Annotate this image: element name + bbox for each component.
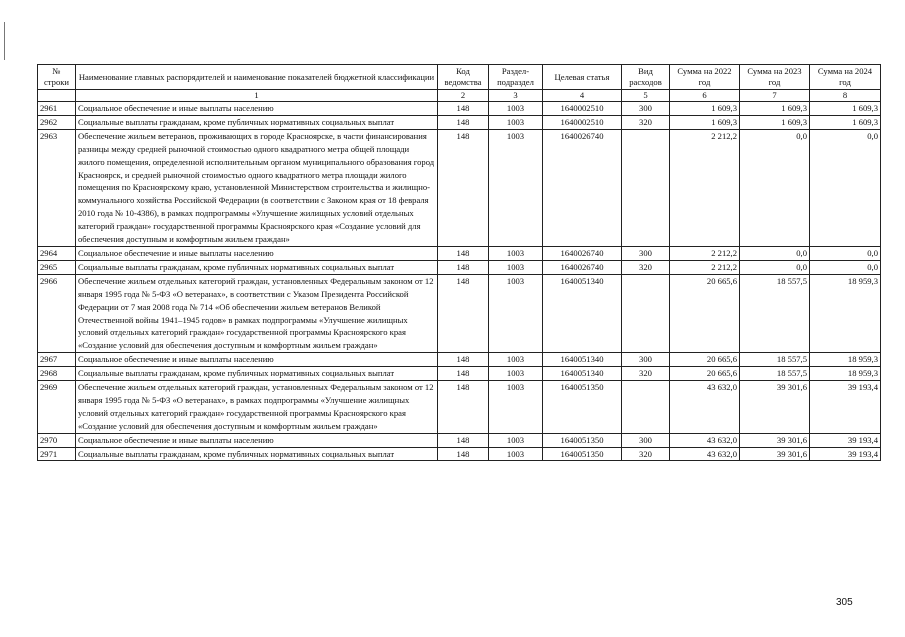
row-number-cell: 2969 (38, 381, 76, 434)
row-number-cell: 2967 (38, 353, 76, 367)
table-row (38, 246, 881, 260)
table-row (38, 381, 881, 434)
header-target-article: Целевая статья (543, 65, 622, 90)
column-number-cell: 7 (740, 90, 810, 102)
table-row (38, 115, 881, 129)
department-code-cell: 148 (438, 381, 489, 434)
table-row (38, 260, 881, 274)
target-article-cell: 1640051340 (543, 274, 622, 352)
target-article-cell: 1640051340 (543, 353, 622, 367)
target-article-cell: 1640051350 (543, 447, 622, 461)
sum-2023-cell: 18 557,5 (740, 353, 810, 367)
section-cell: 1003 (489, 447, 543, 461)
column-number-cell: 8 (810, 90, 881, 102)
row-name-cell: Социальное обеспечение и иные выплаты населению (76, 433, 438, 447)
header-section: Раздел-подраздел (489, 65, 543, 90)
sum-2023-cell: 0,0 (740, 260, 810, 274)
expense-type-cell: 320 (622, 447, 670, 461)
sum-2022-cell: 20 665,6 (670, 353, 740, 367)
row-number-cell: 2964 (38, 246, 76, 260)
expense-type-cell (622, 129, 670, 246)
table-row (38, 274, 881, 352)
table-row (38, 353, 881, 367)
sum-2023-cell: 0,0 (740, 246, 810, 260)
target-article-cell: 1640026740 (543, 246, 622, 260)
table-body (38, 102, 881, 461)
section-cell: 1003 (489, 381, 543, 434)
sum-2024-cell: 18 959,3 (810, 367, 881, 381)
sum-2024-cell: 1 609,3 (810, 115, 881, 129)
expense-type-cell: 300 (622, 246, 670, 260)
header-row (38, 65, 881, 90)
column-number-cell (38, 90, 76, 102)
table-row (38, 129, 881, 246)
department-code-cell: 148 (438, 246, 489, 260)
row-number-cell: 2961 (38, 102, 76, 116)
row-number-cell: 2966 (38, 274, 76, 352)
department-code-cell: 148 (438, 260, 489, 274)
row-name-cell: Социальное обеспечение и иные выплаты населению (76, 102, 438, 116)
department-code-cell: 148 (438, 274, 489, 352)
section-cell: 1003 (489, 274, 543, 352)
sum-2022-cell: 43 632,0 (670, 381, 740, 434)
table-row (38, 367, 881, 381)
target-article-cell: 1640002510 (543, 102, 622, 116)
header-name: Наименование главных распорядителей и наименование показателей бюджетной классификации (76, 65, 438, 90)
column-number-row (38, 90, 881, 102)
header-sum-2024: Сумма на 2024 год (810, 65, 881, 90)
expense-type-cell: 300 (622, 353, 670, 367)
sum-2023-cell: 39 301,6 (740, 447, 810, 461)
target-article-cell: 1640026740 (543, 260, 622, 274)
section-cell: 1003 (489, 367, 543, 381)
column-number-cell: 3 (489, 90, 543, 102)
sum-2023-cell: 1 609,3 (740, 102, 810, 116)
column-number-cell: 1 (76, 90, 438, 102)
expense-type-cell: 320 (622, 115, 670, 129)
table-row (38, 433, 881, 447)
row-name-cell: Социальные выплаты гражданам, кроме публичных нормативных социальных выплат (76, 115, 438, 129)
row-number-cell: 2971 (38, 447, 76, 461)
department-code-cell: 148 (438, 353, 489, 367)
row-name-cell: Социальные выплаты гражданам, кроме публичных нормативных социальных выплат (76, 447, 438, 461)
sum-2022-cell: 2 212,2 (670, 260, 740, 274)
table-row (38, 447, 881, 461)
row-number-cell: 2970 (38, 433, 76, 447)
sum-2022-cell: 2 212,2 (670, 246, 740, 260)
target-article-cell: 1640026740 (543, 129, 622, 246)
budget-table (37, 64, 881, 461)
section-cell: 1003 (489, 353, 543, 367)
target-article-cell: 1640051350 (543, 433, 622, 447)
target-article-cell: 1640002510 (543, 115, 622, 129)
sum-2024-cell: 18 959,3 (810, 274, 881, 352)
expense-type-cell: 300 (622, 102, 670, 116)
row-name-cell: Социальные выплаты гражданам, кроме публичных нормативных социальных выплат (76, 367, 438, 381)
sum-2023-cell: 39 301,6 (740, 381, 810, 434)
column-number-cell: 2 (438, 90, 489, 102)
header-sum-2023: Сумма на 2023 год (740, 65, 810, 90)
sum-2024-cell: 1 609,3 (810, 102, 881, 116)
sum-2022-cell: 43 632,0 (670, 447, 740, 461)
sum-2022-cell: 2 212,2 (670, 129, 740, 246)
sum-2023-cell: 0,0 (740, 129, 810, 246)
sum-2023-cell: 18 557,5 (740, 274, 810, 352)
department-code-cell: 148 (438, 447, 489, 461)
row-number-cell: 2968 (38, 367, 76, 381)
section-cell: 1003 (489, 433, 543, 447)
sum-2024-cell: 0,0 (810, 260, 881, 274)
department-code-cell: 148 (438, 433, 489, 447)
sum-2022-cell: 20 665,6 (670, 274, 740, 352)
section-cell: 1003 (489, 115, 543, 129)
sum-2023-cell: 18 557,5 (740, 367, 810, 381)
table-row (38, 102, 881, 116)
department-code-cell: 148 (438, 367, 489, 381)
column-number-cell: 4 (543, 90, 622, 102)
sum-2022-cell: 1 609,3 (670, 115, 740, 129)
sum-2022-cell: 20 665,6 (670, 367, 740, 381)
header-department-code: Код ведомства (438, 65, 489, 90)
row-name-cell: Социальное обеспечение и иные выплаты населению (76, 246, 438, 260)
expense-type-cell (622, 274, 670, 352)
sum-2024-cell: 39 193,4 (810, 381, 881, 434)
sum-2024-cell: 18 959,3 (810, 353, 881, 367)
header-expense-type: Вид расходов (622, 65, 670, 90)
department-code-cell: 148 (438, 129, 489, 246)
sum-2023-cell: 1 609,3 (740, 115, 810, 129)
sum-2024-cell: 0,0 (810, 129, 881, 246)
sum-2022-cell: 1 609,3 (670, 102, 740, 116)
expense-type-cell: 320 (622, 260, 670, 274)
table-header (38, 65, 881, 102)
row-number-cell: 2963 (38, 129, 76, 246)
department-code-cell: 148 (438, 115, 489, 129)
section-cell: 1003 (489, 246, 543, 260)
sum-2024-cell: 0,0 (810, 246, 881, 260)
row-name-cell: Обеспечение жильем ветеранов, проживающих в городе Красноярске, в части финансирования разницы между средней рыночной стоимостью одного квадратного метра общей площади жилого помещения, определенной исполнительным органом муниципального образования город Красноярск, и средней рыночной стоимостью одного квадратного метра площади жилого помещения по Красноярскому краю, установленной Министерством строительства и жилищно-коммунального хозяйства Российской Федерации (в соответствии с Законом края от 18 февраля 2010 года № 10-4386), в рамках подпрограммы «Улучшение жилищных условий отдельных категорий граждан» государственной программы Красноярского края «Создание условий для обеспечения доступным и комфортным жильем граждан» (76, 129, 438, 246)
row-number-cell: 2962 (38, 115, 76, 129)
header-row-number: № строки (38, 65, 76, 90)
page-number: 305 (836, 597, 853, 608)
section-cell: 1003 (489, 129, 543, 246)
expense-type-cell: 320 (622, 367, 670, 381)
column-number-cell: 5 (622, 90, 670, 102)
section-cell: 1003 (489, 260, 543, 274)
row-name-cell: Социальные выплаты гражданам, кроме публичных нормативных социальных выплат (76, 260, 438, 274)
section-cell: 1003 (489, 102, 543, 116)
row-name-cell: Социальное обеспечение и иные выплаты населению (76, 353, 438, 367)
expense-type-cell: 300 (622, 433, 670, 447)
sum-2024-cell: 39 193,4 (810, 433, 881, 447)
row-number-cell: 2965 (38, 260, 76, 274)
page-edge-line (4, 22, 5, 60)
row-name-cell: Обеспечение жильем отдельных категорий граждан, установленных Федеральным законом от 12 января 1995 года № 5-ФЗ «О ветеранах», в рамках подпрограммы «Улучшение жилищных условий отдельных категорий граждан» государственной программы Красноярского края «Создание условий для обеспечения доступным и комфортным жильем граждан» (76, 381, 438, 434)
sum-2024-cell: 39 193,4 (810, 447, 881, 461)
department-code-cell: 148 (438, 102, 489, 116)
target-article-cell: 1640051350 (543, 381, 622, 434)
sum-2022-cell: 43 632,0 (670, 433, 740, 447)
row-name-cell: Обеспечение жильем отдельных категорий граждан, установленных Федеральным законом от 12 января 1995 года № 5-ФЗ «О ветеранах», в соответствии с Указом Президента Российской Федерации от 7 мая 2008 года № 714 «Об обеспечении жильем ветеранов Великой Отечественной войны 1941–1945 годов» в рамках подпрограммы «Улучшение жилищных условий отдельных категорий граждан» государственной программы Красноярского края «Создание условий для обеспечения доступным и комфортным жильем граждан» (76, 274, 438, 352)
target-article-cell: 1640051340 (543, 367, 622, 381)
header-sum-2022: Сумма на 2022 год (670, 65, 740, 90)
sum-2023-cell: 39 301,6 (740, 433, 810, 447)
column-number-cell: 6 (670, 90, 740, 102)
expense-type-cell (622, 381, 670, 434)
